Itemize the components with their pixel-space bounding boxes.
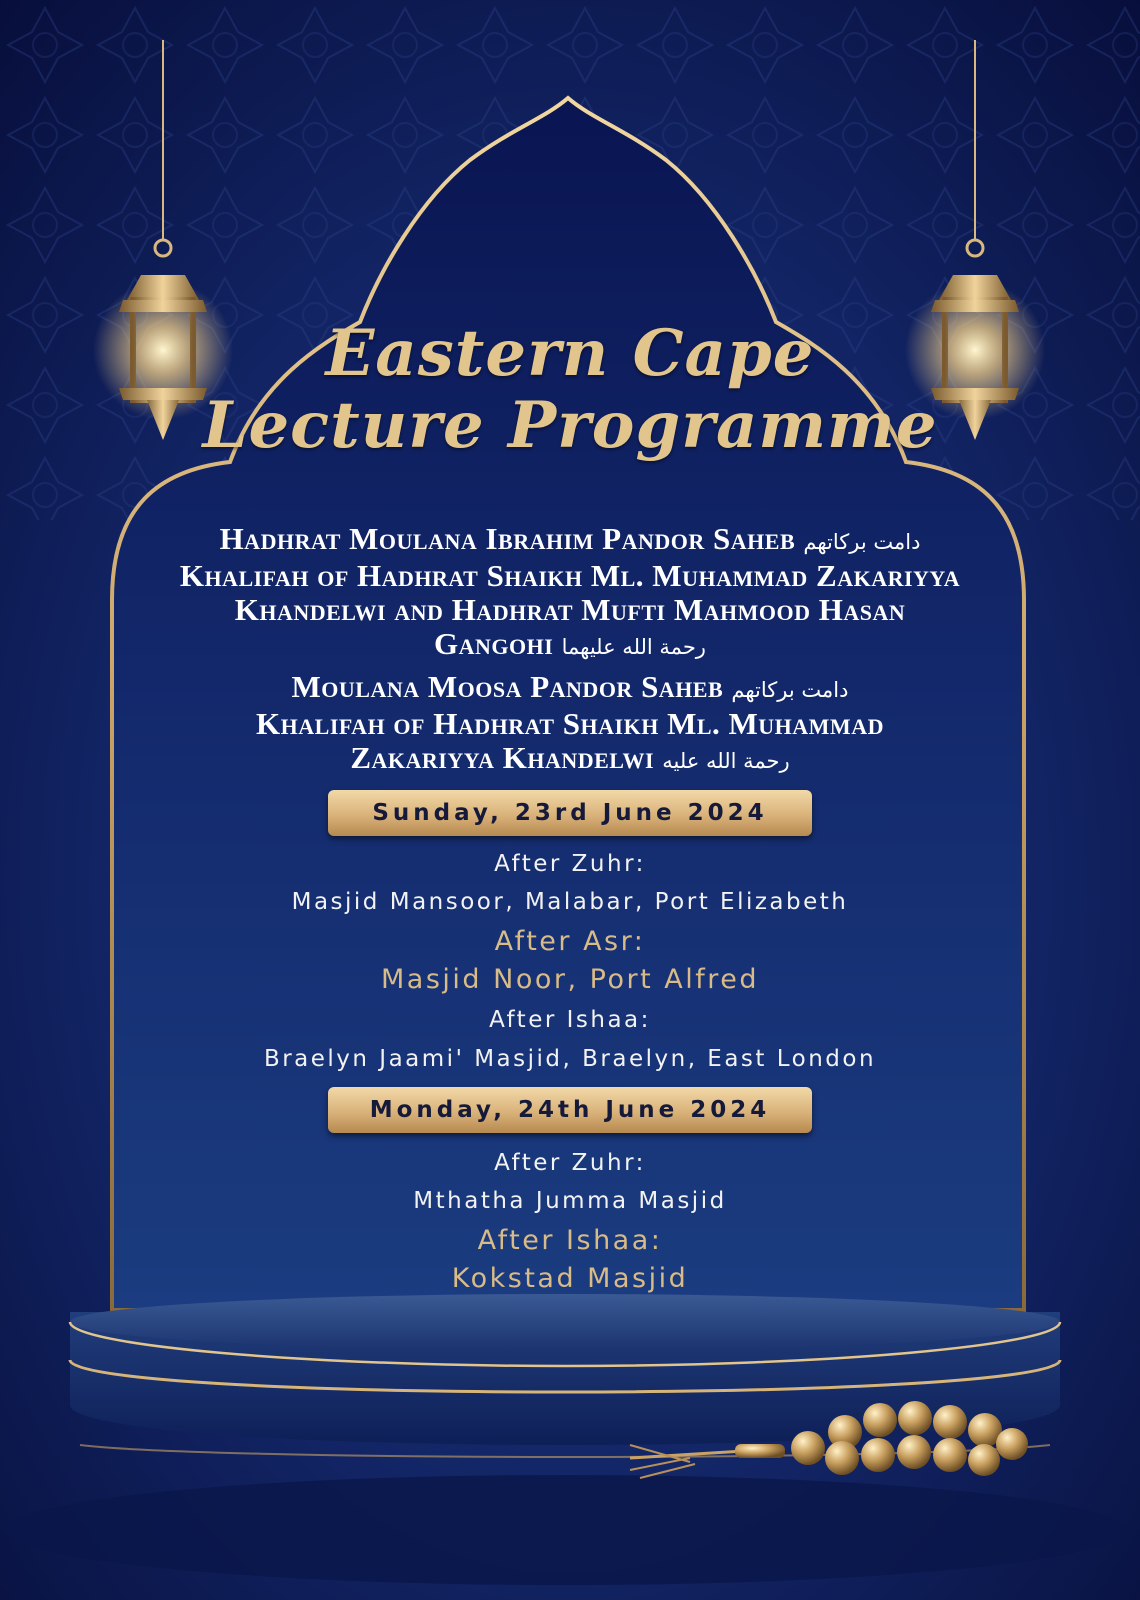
session-time: After Asr: <box>494 926 646 957</box>
speaker-1-line-3: Khandelwi and Hadhrat Mufti Mahmood Hasan <box>234 592 906 627</box>
date-bar-monday: Monday, 24th June 2024 <box>328 1087 812 1133</box>
speaker-1-line-2: Khalifah of Hadhrat Shaikh Ml. Muhammad Zakariyya <box>179 558 961 593</box>
speaker-2 <box>60 670 1080 778</box>
speaker-2-line-3-wrap <box>60 741 1080 778</box>
title-line-2: Lecture Programme <box>202 388 938 463</box>
session-venue: Masjid Noor, Port Alfred <box>381 964 759 995</box>
session-venue: Masjid Mansoor, Malabar, Port Elizabeth <box>291 889 849 915</box>
speaker-1-line-4-wrap <box>60 627 1080 664</box>
speaker-1 <box>60 522 1080 664</box>
speaker-1-honorific: دامت بركاتهم <box>803 530 921 554</box>
speaker-2-honorific: دامت بركاتهم <box>731 678 849 702</box>
speaker-1-line-4-honorific: رحمة الله عليهما <box>561 635 706 659</box>
speaker-2-name-line <box>60 670 1080 707</box>
session-time: After Ishaa: <box>489 1007 651 1033</box>
session-venue: Mthatha Jumma Masjid <box>413 1188 727 1214</box>
speaker-1-name: Hadhrat Moulana Ibrahim Pandor Saheb <box>219 521 796 556</box>
date-bar-sunday: Sunday, 23rd June 2024 <box>328 790 812 836</box>
speaker-2-line-3-honorific: رحمة الله عليه <box>662 749 790 773</box>
speaker-1-name-line <box>60 522 1080 559</box>
speaker-2-name: Moulana Moosa Pandor Saheb <box>291 669 724 704</box>
speaker-2-line-2: Khalifah of Hadhrat Shaikh Ml. Muhammad <box>256 706 884 741</box>
session-venue: Kokstad Masjid <box>451 1263 689 1294</box>
session-time: After Zuhr: <box>494 851 646 877</box>
session-time: After Ishaa: <box>477 1225 663 1256</box>
title-line-1: Eastern Cape <box>325 316 815 391</box>
speaker-1-line-4: Gangohi <box>434 626 554 661</box>
speaker-2-line-3: Zakariyya Khandelwi <box>350 740 655 775</box>
session-venue: Braelyn Jaami' Masjid, Braelyn, East London <box>263 1046 877 1072</box>
session-time: After Zuhr: <box>494 1150 646 1176</box>
